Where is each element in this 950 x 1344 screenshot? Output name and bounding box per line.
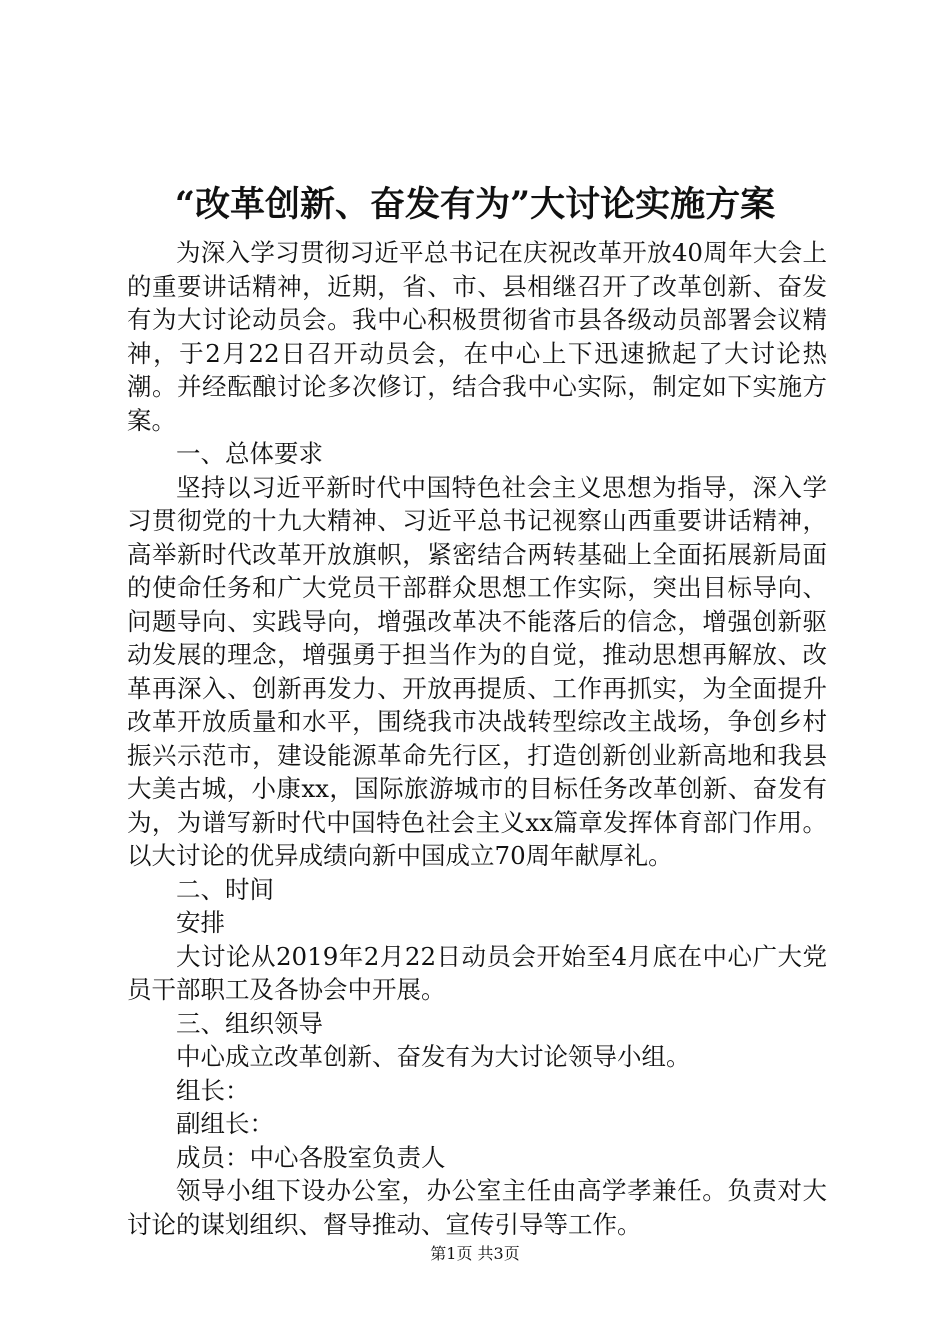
paragraph-office: 领导小组下设办公室，办公室主任由高学孝兼任。负责对大讨论的谋划组织、督导推动、宣传引导等工作。 <box>127 1176 827 1239</box>
heading-arrangement: 安排 <box>176 908 225 937</box>
page-number: 第1页 共3页 <box>430 1244 520 1263</box>
paragraph-general-requirements: 坚持以习近平新时代中国特色社会主义思想为指导，深入学习贯彻党的十九大精神、习近平总书记视察山西重要讲话精神，高举新时代改革开放旗帜，紧密结合两转基础上全面拓展新局面的使命任务和广大党员干部群众思想工作实际，突出目标导向、问题导向、实践导向，增强改革决不能落后的信念，增强创新驱动发展的理念，增强勇于担当作为的自觉，推动思想再解放、改革再深入、创新再发力、开放再提质、工作再抓实，为全面提升改革开放质量和水平，围绕我市决战转型综改主战场，争创乡村振兴示范市，建设能源革命先行区，打造创新创业新高地和我县大美古城，小康xx，国际旅游城市的目标任务改革创新、奋发有为，为谱写新时代中国特色社会主义xx篇章发挥体育部门作用。以大讨论的优异成绩向新中国成立70周年献厚礼。 <box>127 472 827 870</box>
paragraph-time-arrangement: 大讨论从2019年2月22日动员会开始至4月底在中心广大党员干部职工及各协会中开展。 <box>127 941 827 1004</box>
heading-time: 二、时间 <box>176 874 274 904</box>
document-title: “改革创新、奋发有为”大讨论实施方案 <box>174 184 776 225</box>
heading-general-requirements: 一、总体要求 <box>176 439 323 468</box>
line-members: 成员：中心各股室负责人 <box>176 1142 446 1172</box>
paragraph-leadership-group: 中心成立改革创新、奋发有为大讨论领导小组。 <box>176 1042 691 1071</box>
paragraph-intro: 为深入学习贯彻习近平总书记在庆祝改革开放40周年大会上的重要讲话精神，近期，省、市、县相继召开了改革创新、奋发有为大讨论动员会。我中心积极贯彻省市县各级动员部署会议精神，于2月22日召开动员会，在中心上下迅速掀起了大讨论热潮。并经酝酿讨论多次修订，结合我中心实际，制定如下实施方案。 <box>127 238 827 435</box>
heading-organization: 三、组织领导 <box>176 1008 323 1038</box>
line-deputy-leader: 副组长： <box>176 1109 274 1138</box>
line-group-leader: 组长： <box>176 1075 250 1105</box>
document-body <box>127 236 827 1241</box>
